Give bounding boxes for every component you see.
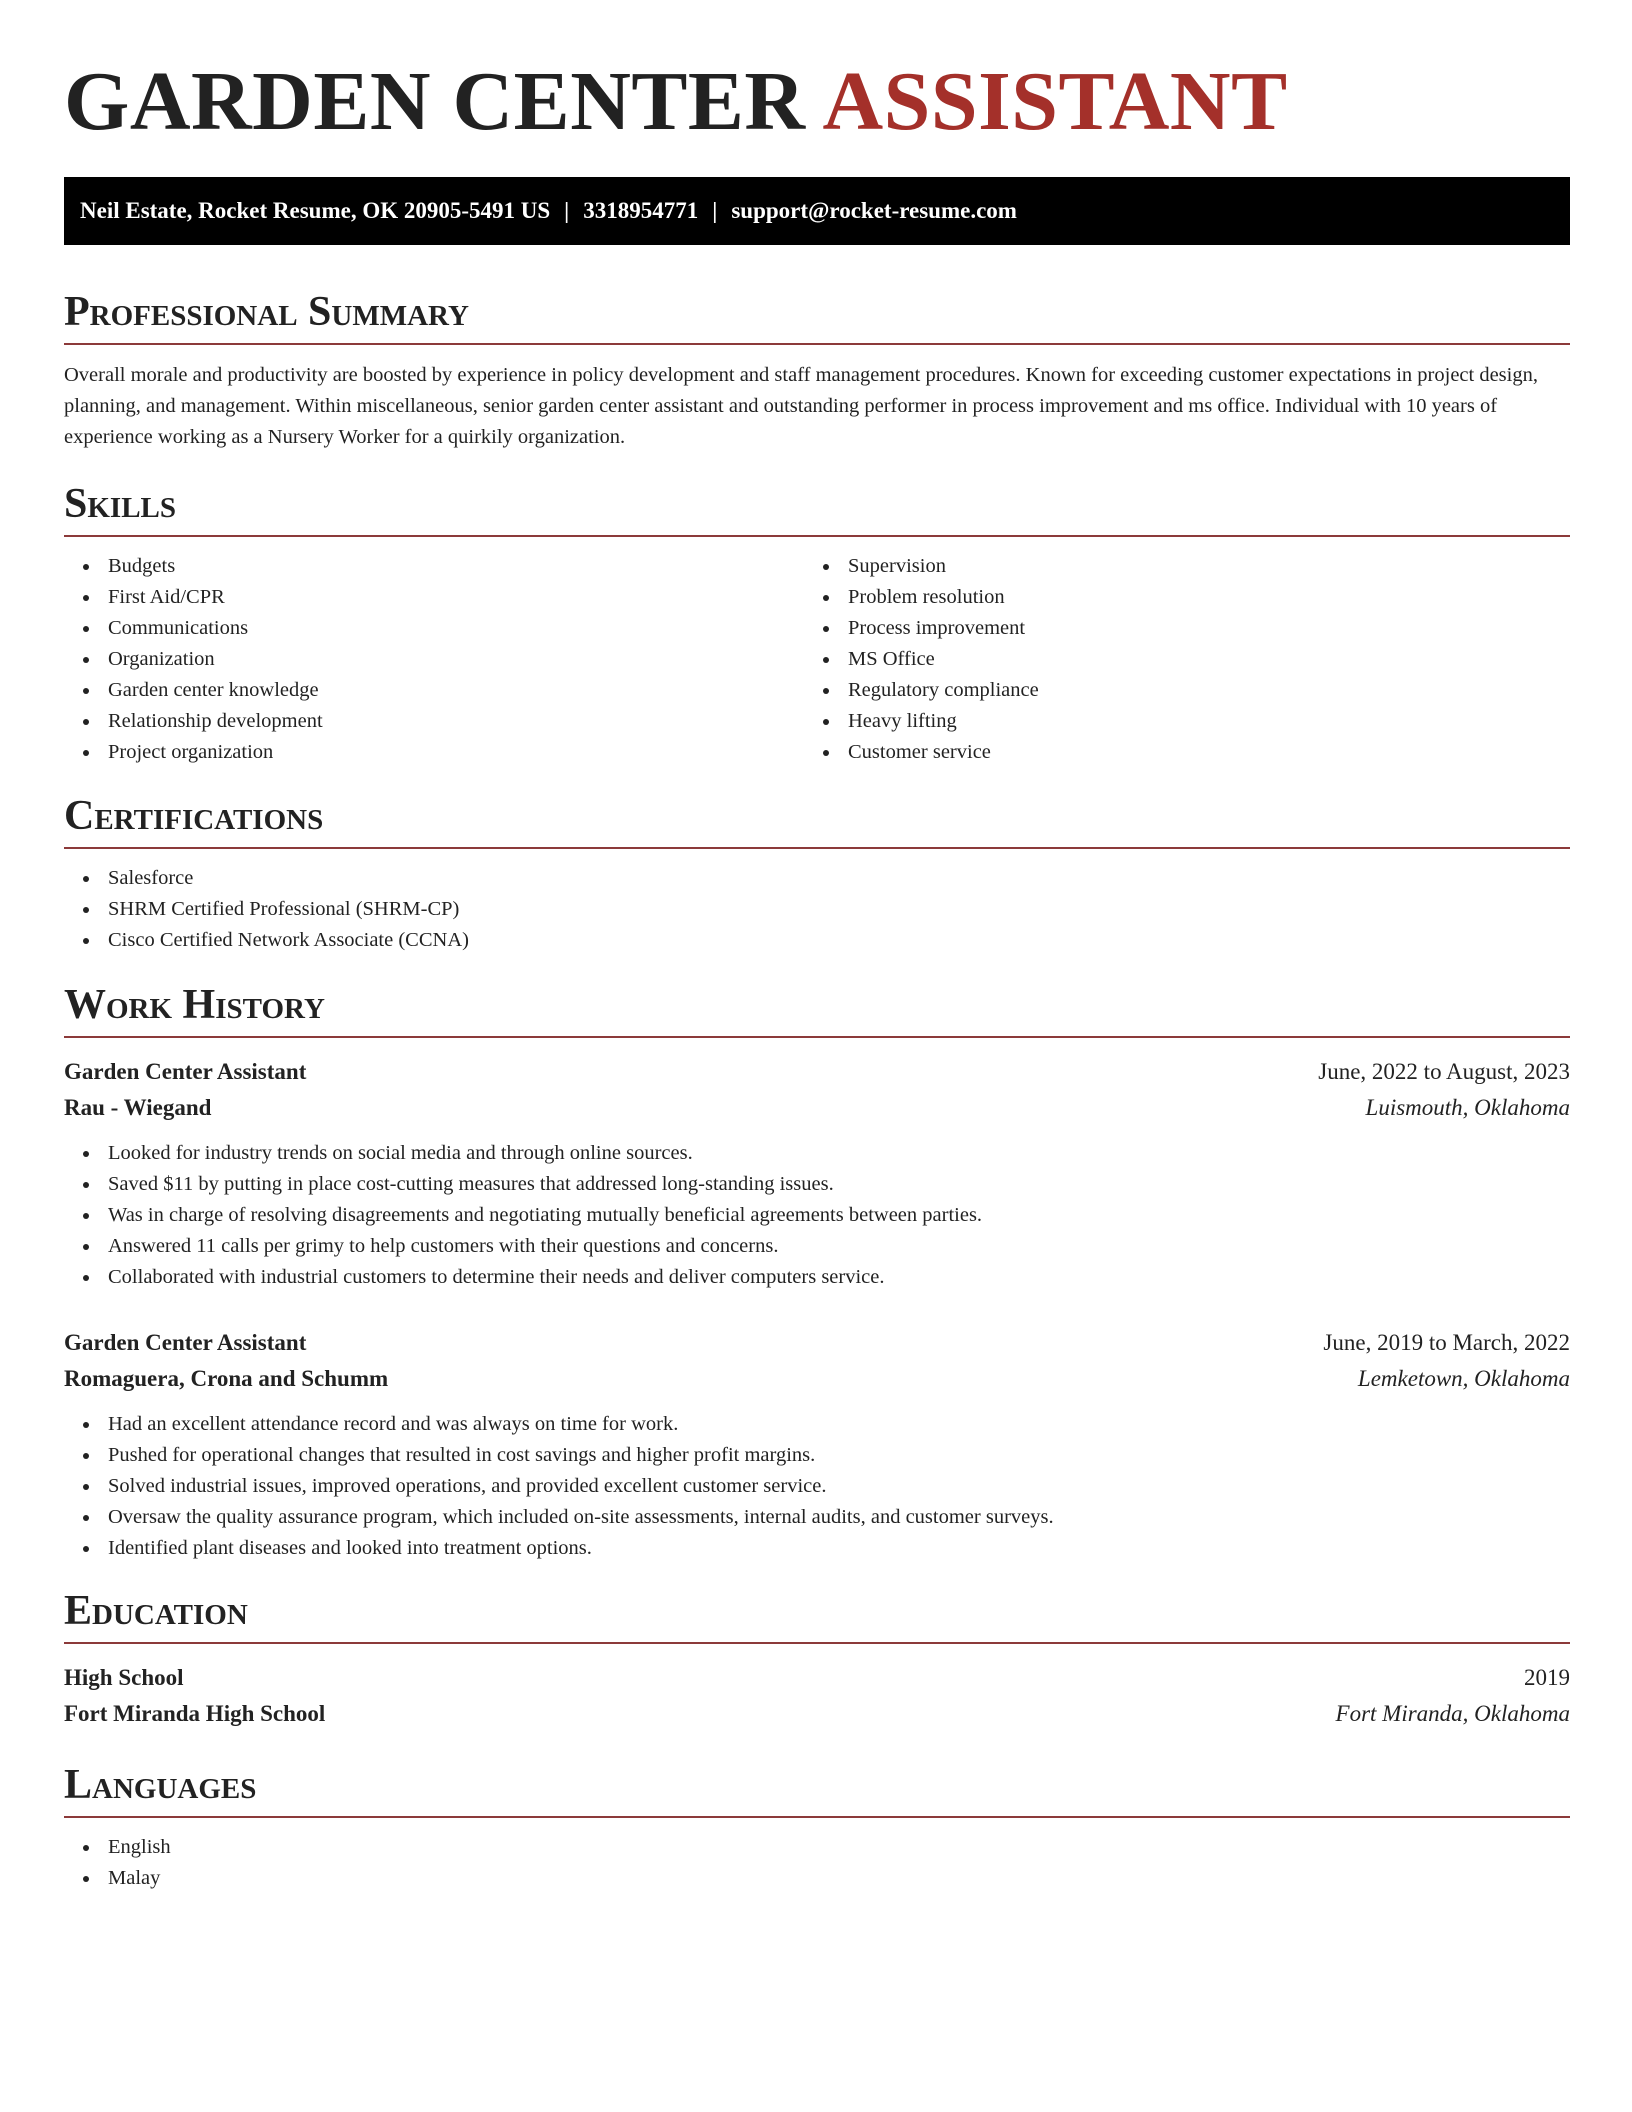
skill-item: Communications — [64, 613, 804, 644]
skill-item: Customer service — [804, 737, 1544, 768]
section-heading-certifications: Certifications — [64, 793, 324, 839]
job-bullet: Pushed for operational changes that resulted in cost savings and higher profit margins. — [64, 1440, 1570, 1471]
certification-item: Cisco Certified Network Associate (CCNA) — [64, 925, 1570, 956]
job-bullet: Was in charge of resolving disagreements and negotiating mutually beneficial agreements between parties. — [64, 1200, 1570, 1231]
job-bullet: Collaborated with industrial customers to determine their needs and deliver computers service. — [64, 1262, 1570, 1293]
job-bullet: Had an excellent attendance record and was always on time for work. — [64, 1409, 1570, 1440]
skill-item: Problem resolution — [804, 582, 1544, 613]
contact-bar — [64, 177, 1570, 245]
job-title: Garden Center Assistant — [64, 1059, 307, 1084]
education-year: 2019 — [1524, 1665, 1570, 1690]
education-entry — [64, 1660, 1570, 1732]
skill-item: Garden center knowledge — [64, 675, 804, 706]
contact-address: Neil Estate, Rocket Resume, OK 20905-5491 US — [80, 198, 551, 223]
job-entry — [64, 1325, 1570, 1564]
job-bullet: Oversaw the quality assurance program, which included on-site assessments, internal audits, and customer surveys. — [64, 1502, 1570, 1533]
job-location: Luismouth, Oklahoma — [1365, 1095, 1570, 1120]
job-dates: June, 2019 to March, 2022 — [1323, 1330, 1570, 1355]
languages-list — [64, 1832, 1570, 1894]
title-accent: ASSISTANT — [822, 55, 1288, 148]
skill-item: Budgets — [64, 551, 804, 582]
section-heading-work-history: Work History — [64, 982, 325, 1028]
job-title: Garden Center Assistant — [64, 1330, 307, 1355]
education-location: Fort Miranda, Oklahoma — [1335, 1701, 1570, 1726]
skill-item: Regulatory compliance — [804, 675, 1544, 706]
resume-page — [64, 0, 1570, 1894]
section-heading-education: Education — [64, 1588, 248, 1634]
job-company-row — [64, 1361, 1570, 1397]
section-divider — [64, 1816, 1570, 1818]
section-divider — [64, 1642, 1570, 1644]
contact-phone[interactable]: 3318954771 — [583, 198, 699, 223]
job-company: Romaguera, Crona and Schumm — [64, 1366, 389, 1391]
skill-item: Project organization — [64, 737, 804, 768]
job-bullets — [64, 1138, 1570, 1293]
skill-item: Relationship development — [64, 706, 804, 737]
job-header-row — [64, 1054, 1570, 1090]
job-company: Rau - Wiegand — [64, 1095, 212, 1120]
job-bullet: Solved industrial issues, improved operations, and provided excellent customer service. — [64, 1471, 1570, 1502]
job-bullet: Answered 11 calls per grimy to help customers with their questions and concerns. — [64, 1231, 1570, 1262]
job-bullet: Identified plant diseases and looked into treatment options. — [64, 1533, 1570, 1564]
skill-item: Supervision — [804, 551, 1544, 582]
contact-email[interactable]: support@rocket-resume.com — [731, 198, 1017, 223]
skill-item: Process improvement — [804, 613, 1544, 644]
summary-text: Overall morale and productivity are boosted by experience in policy development and staff management procedures. Known for exceeding customer expectations in project design, planning, and management. Within miscellaneous, senior garden center assistant and outstanding performer in process improvement and ms office. Individual with 10 years of experience working as a Nursery Worker for a quirkily organization. — [64, 364, 1538, 448]
skill-item: First Aid/CPR — [64, 582, 804, 613]
job-header-row — [64, 1325, 1570, 1361]
section-divider — [64, 847, 1570, 849]
language-item: Malay — [64, 1863, 1570, 1894]
contact-separator: | — [564, 198, 570, 223]
section-divider — [64, 343, 1570, 345]
job-bullets — [64, 1409, 1570, 1564]
title-main: GARDEN CENTER — [64, 55, 806, 148]
education-header-row — [64, 1660, 1570, 1696]
skills-list-right — [804, 551, 1544, 768]
section-heading-summary: Professional Summary — [64, 289, 469, 335]
job-location: Lemketown, Oklahoma — [1357, 1366, 1570, 1391]
skills-columns — [64, 551, 1570, 768]
job-bullet: Saved $11 by putting in place cost-cutting measures that addressed long-standing issues. — [64, 1169, 1570, 1200]
language-item: English — [64, 1832, 1570, 1863]
education-school: Fort Miranda High School — [64, 1701, 326, 1726]
skill-item: Heavy lifting — [804, 706, 1544, 737]
certification-item: Salesforce — [64, 863, 1570, 894]
skills-list-left — [64, 551, 804, 768]
job-entry — [64, 1054, 1570, 1293]
education-school-row — [64, 1696, 1570, 1732]
job-dates: June, 2022 to August, 2023 — [1318, 1059, 1570, 1084]
certifications-list — [64, 863, 1570, 956]
certification-item: SHRM Certified Professional (SHRM-CP) — [64, 894, 1570, 925]
section-divider — [64, 535, 1570, 537]
skill-item: Organization — [64, 644, 804, 675]
skill-item: MS Office — [804, 644, 1544, 675]
section-divider — [64, 1036, 1570, 1038]
section-heading-languages: Languages — [64, 1762, 257, 1808]
education-degree: High School — [64, 1665, 184, 1690]
resume-title — [64, 0, 1570, 152]
job-company-row — [64, 1090, 1570, 1126]
section-heading-skills: Skills — [64, 481, 177, 527]
job-bullet: Looked for industry trends on social media and through online sources. — [64, 1138, 1570, 1169]
contact-separator: | — [712, 198, 718, 223]
